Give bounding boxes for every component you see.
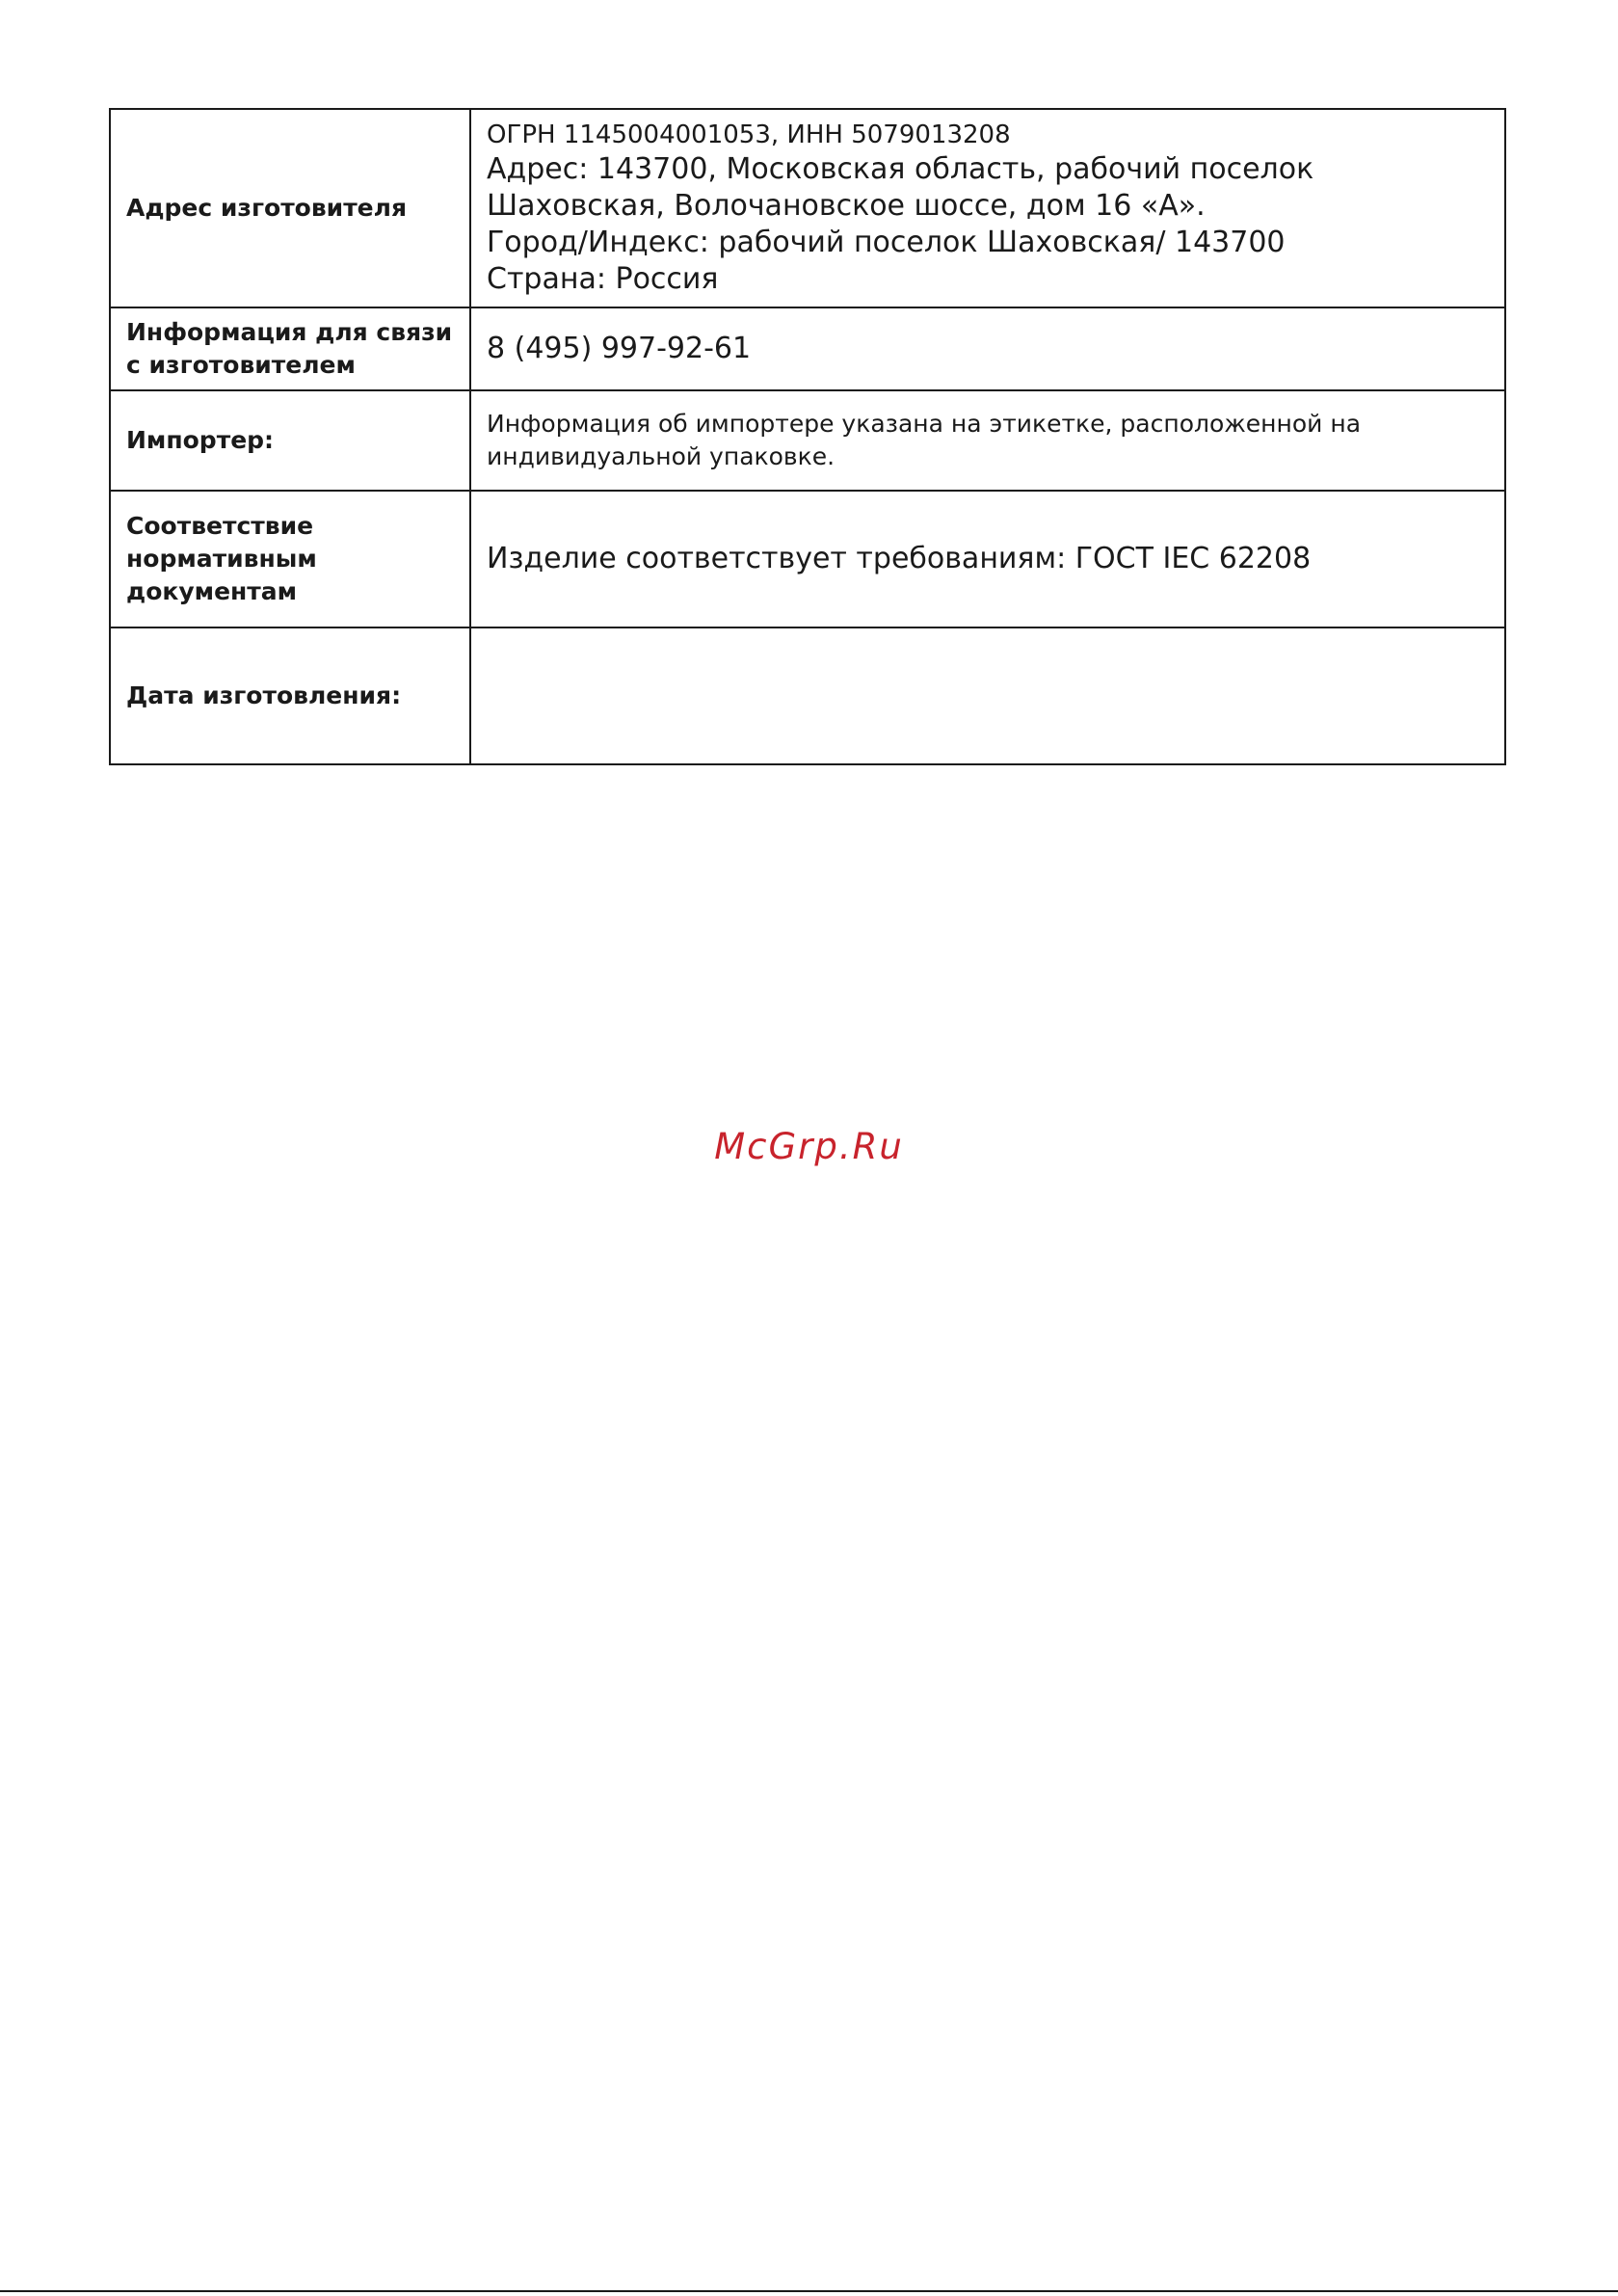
- table-row-standards-compliance: [110, 491, 1505, 627]
- table-row-contact-info: [110, 307, 1505, 390]
- address-line-continued: Шаховская, Волочановское шоссе, дом 16 «А».: [487, 189, 1206, 223]
- manufacture-date-value: [470, 627, 1505, 764]
- table-row-manufacture-date: [110, 627, 1505, 764]
- city-index-line: Город/Индекс: рабочий поселок Шаховская/ 143700: [487, 226, 1286, 259]
- country-line: Страна: Россия: [487, 262, 719, 296]
- phone-number: 8 (495) 997-92-61: [470, 307, 1505, 390]
- row-label: Соответствие нормативным документам: [110, 491, 470, 627]
- table-row-importer: [110, 390, 1505, 491]
- row-label: Адрес изготовителя: [110, 109, 470, 307]
- row-value: [470, 109, 1505, 307]
- bottom-divider: [0, 2290, 1618, 2292]
- manufacturer-info-table: [109, 108, 1506, 765]
- ogrn-inn-line: ОГРН 1145004001053, ИНН 5079013208: [487, 120, 1011, 149]
- table-row-manufacturer-address: [110, 109, 1505, 307]
- standards-value: Изделие соответствует требованиям: ГОСТ IEC 62208: [470, 491, 1505, 627]
- importer-info: Информация об импортере указана на этикетке, расположенной на индивидуальной упаковке.: [470, 390, 1505, 491]
- row-label: Дата изготовления:: [110, 627, 470, 764]
- row-label: Информация для связи с изготовителем: [110, 307, 470, 390]
- address-line: Адрес: 143700, Московская область, рабочий поселок: [487, 152, 1314, 186]
- watermark: McGrp.Ru: [714, 1126, 904, 1167]
- row-label: Импортер:: [110, 390, 470, 491]
